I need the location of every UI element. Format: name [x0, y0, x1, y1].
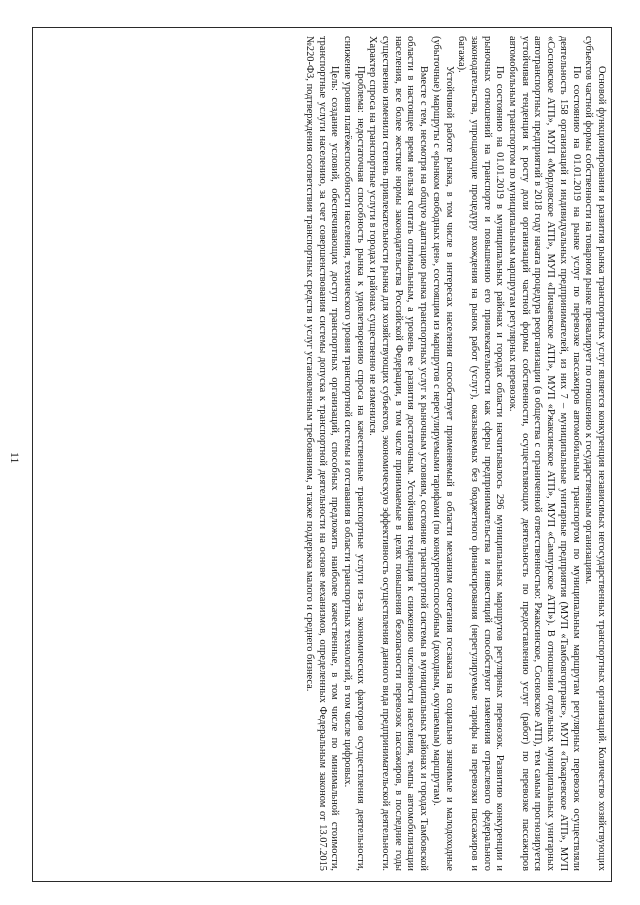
paragraph-adaptation: Вместе с тем, несмотря на общую адаптацию рынка транспортных услуг к рыночным условиям, состояние транспортной системы в муниципальных районах и городах Тамбовской области в настоящее время нельзя считать оптимальным, а уровень ее развития достаточным. Устойчивая тенденция к снижению численности населения, темпы автомобилизации населения, все более жесткие нормы законодательства Российской Федерации, в том числе принимаемые в целях повышения безопасности перевозок пассажиров, в последние годы существенно изменили степень привлекательности рынка для хозяйствующих субъектов, экономическую эффективность осуществления данного вида предпринимательской деятельности. Характер спроса на транспортные услуги в городах и районах существенно не изменился. — [367, 36, 430, 871]
paragraph-stability: Устойчивой работе рынка, в том числе в интересах населения способствует применяемый в области механизм сочетания госзаказа на социально значимые и малодоходные (убыточные) маршруты с «рынком свободных цен», состоящим из маршрутов с нерегулируемыми тарифами (по конкурентоспособным (доходным, окупаемым) маршрутам). — [430, 36, 455, 871]
paragraph-problem: Проблема: недостаточная способность рынка к удовлетворению спроса на качественные транспортные услуги из-за экономических факторов осуществления деятельности, снижение уровня платёжеспособности населения, технического уровня транспортной системы и отставания в области транспортных технологий, в том числе цифровых. — [341, 36, 366, 871]
paragraph-routes: По состоянию на 01.01.2019 в муниципальных районах и городах области насчитывалось 296 муниципальных маршрутов регулярных перевозок. Развитию конкуренции и рыночных отношений на транспорте и повышению его привлекательности как сферы предпринимательства и инвестиций способствуют изменения отраслевого федерального законодательства, упрощающие процедуру вхождения на рынок работ (услуг), оказываемых без бюджетного финансирования (нерегулируемые тарифы на перевозки пассажиров и багажа). — [456, 36, 506, 871]
paragraph-market-status: По состоянию на 01.01.2019 на рынке услуг по перевозке пассажиров автомобильным транспортом по муниципальным маршрутам регулярных перевозок осуществляли деятельность 158 организаций и индивидуальных предпринимателей, из них 7 – муниципальные унитарные предприятия (МУП «Тамбовгортранс», МУП «Токаревское АТП», МУП «Сосновское АТП», МУП «Мордовское АТП», МУП «Пичаевское АТП», МУП «Ржаксинское АТП», МУП «Сампурское АТП»). В отношении отдельных муниципальных унитарных автотранспортных предприятий в 2018 году начата процедура реорганизации (в общества с ограниченной ответственностью: Ржаксинское, Сосновское АТП), тем самым прогнозируется устойчивая тенденция к росту доли организаций частной формы собственности, осуществляющих деятельность по предоставлению услуг (работ) по перевозке пассажиров автомобильным транспортом по муниципальным маршрутам регулярных перевозок. — [507, 36, 582, 871]
page-number: 11 — [8, 452, 22, 464]
paragraph-goal: Цель: создание условий, обеспечивающих доступ транспортных организаций, способных предложить наиболее качественные, в том числе по минимальной стоимости, транспортные услуги населению, за счет совершенствования системы допуска к транспортной деятельности на основе механизмов, определенных Федеральным законом от 13.07.2015 №220-ФЗ, подтверждения соответствия транспортных средств и услуг установленным требованиям, а также поддержка малого и среднего бизнеса. — [303, 36, 341, 871]
page-text-frame — [32, 27, 612, 882]
paragraph-intro: Основой функционирования и развития рынка транспортных услуг является конкуренция независимых негосударственных транспортных организаций. Количество хозяйствующих субъектов частной формы собственности на товарном рынке превалирует по отношению к государственным организациям. — [583, 36, 607, 871]
